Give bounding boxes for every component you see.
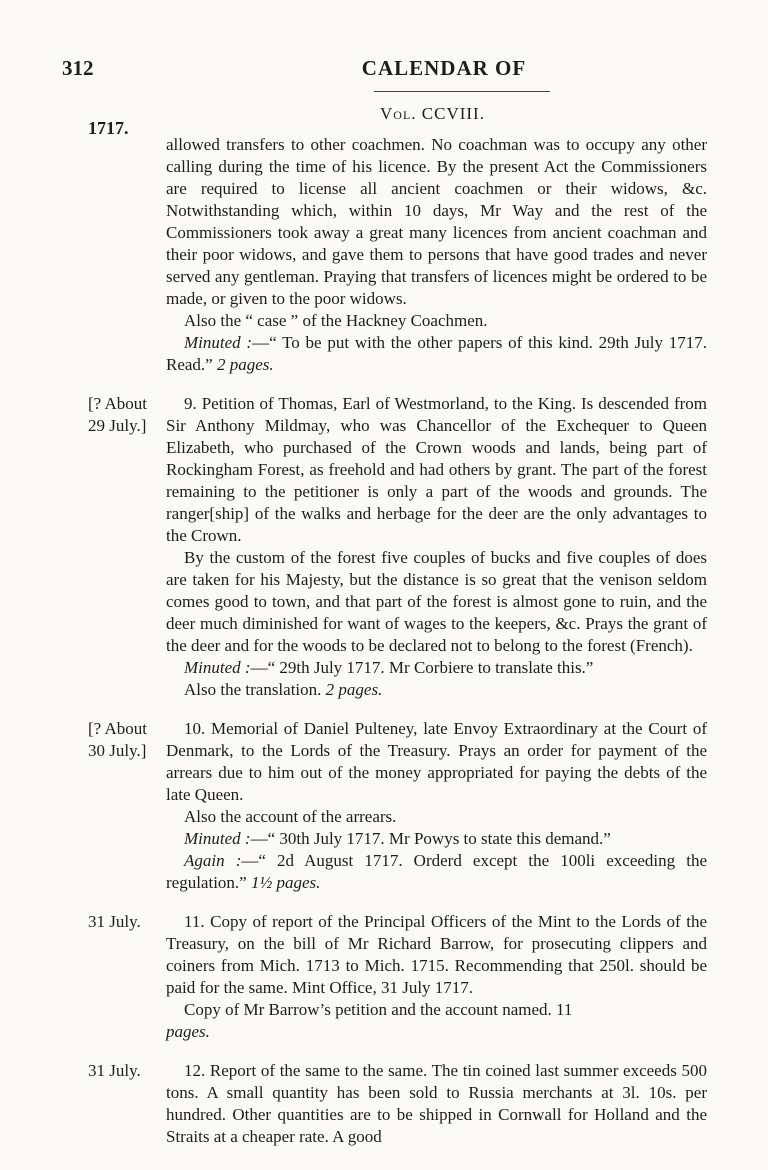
intro-text: allowed transfers to other coachmen. No coachman was to occupy any other calling during the time of his licence. By the present Act the Commissioners are required to license all ancient coachmen or their widows, &c. Notwithstanding which, within 10 days, Mr Way and the rest of the Commissioners took away a great many licences from ancient coachman and their poor widows, and gave them to persons that have good trades and never served any gentleman. Praying that transfers of licences might be ordered to be made, or given to the poor widows. [166, 135, 707, 308]
entry-9 [88, 393, 707, 701]
entry-12 [88, 1060, 707, 1148]
entry-text-continued: By the custom of the forest five couples of bucks and five couples of does are taken for his Majesty, but the distance is so great that the venison seldom comes good to town, and that part of the forest is almost gone to ruin, and the deer much diminished for want of wages to the keepers, &c. Prays the grant of the deer and for the woods to be declared not to belong to the forest (French). [166, 548, 707, 655]
year-marker: 1717. [88, 118, 129, 138]
margin-date: [? About 30 July.] [88, 719, 148, 760]
entry-11 [88, 911, 707, 1043]
entry-minuted [166, 828, 707, 850]
minuted-text: —“ 29th July 1717. Mr Corbiere to translate this.” [250, 658, 594, 677]
minuted-label: Minuted : [184, 333, 253, 352]
header-rule [374, 91, 550, 92]
minuted-label: Minuted : [184, 658, 251, 677]
pages-count: 1½ pages. [250, 873, 321, 892]
volume-label: Vol. CCVIII. [380, 104, 485, 123]
entry-pages [166, 1021, 707, 1043]
also-text: Also the translation. [184, 680, 322, 699]
entry-also: Also the account of the arrears. [184, 807, 397, 826]
entry-text: 10. Memorial of Daniel Pulteney, late Envoy Extraordinary at the Court of Denmark, to the Lords of the Treasury. Prays an order for payment of the arrears due to him out of the money appropriated for paying the debts of the late Queen. [166, 719, 707, 804]
minuted-text: —“ To be put with the other papers of this kind. 29th July 1717. Read.” [166, 333, 707, 374]
page-number: 312 [62, 56, 94, 80]
margin-date: [? About 29 July.] [88, 394, 148, 435]
entry-again [166, 850, 707, 894]
pages-count: 2 pages. [216, 355, 274, 374]
margin-date: 31 July. [88, 912, 141, 931]
intro-also: Also the “ case ” of the Hackney Coachmen. [184, 311, 488, 330]
page-body [88, 134, 707, 1148]
minuted-text: —“ 30th July 1717. Mr Powys to state this demand.” [250, 829, 611, 848]
pages-count: 2 pages. [325, 680, 383, 699]
pages-count: pages. [166, 1022, 210, 1041]
entry-text: 11. Copy of report of the Principal Officers of the Mint to the Lords of the Treasury, on the bill of Mr Richard Barrow, for prosecuting clippers and coiners from Mich. 1713 to Mich. 1715. Recommending that 250l. should be paid for the same. Mint Office, 31 July 1717. [166, 912, 707, 997]
entry-minuted [166, 657, 707, 679]
again-label: Again : [184, 851, 242, 870]
again-text: —“ 2d August 1717. Orderd except the 100li exceeding the regulation.” [166, 851, 707, 892]
entry-also [166, 679, 707, 701]
running-title: CALENDAR OF [361, 56, 527, 80]
minuted-label: Minuted : [184, 829, 251, 848]
margin-date: 31 July. [88, 1061, 141, 1080]
volume-heading [380, 104, 485, 124]
entry-text: 9. Petition of Thomas, Earl of Westmorland, to the King. Is descended from Sir Anthony Mildmay, who was Chancellor of the Exchequer to Queen Elizabeth, who purchased of the Crown woods and lands, being part of Rockingham Forest, as freehold and had others by grant. The part of the forest remaining to the petitioner is only a part of the woods and grounds. The ranger[ship] of the walks and herbage for the deer are the only advantages to the Crown. [166, 394, 707, 545]
entry-text-continued: Copy of Mr Barrow’s petition and the account named. 11 [184, 1000, 573, 1019]
entry-intro [166, 134, 707, 376]
intro-minuted [166, 332, 707, 376]
entry-text: 12. Report of the same to the same. The tin coined last summer exceeds 500 tons. A small quantity has been sold to Russia merchants at 3l. 10s. per hundred. Other quantities are to be shipped in Cornwall for Holland and the Straits at a cheaper rate. A good [166, 1061, 707, 1146]
entry-10 [88, 718, 707, 894]
